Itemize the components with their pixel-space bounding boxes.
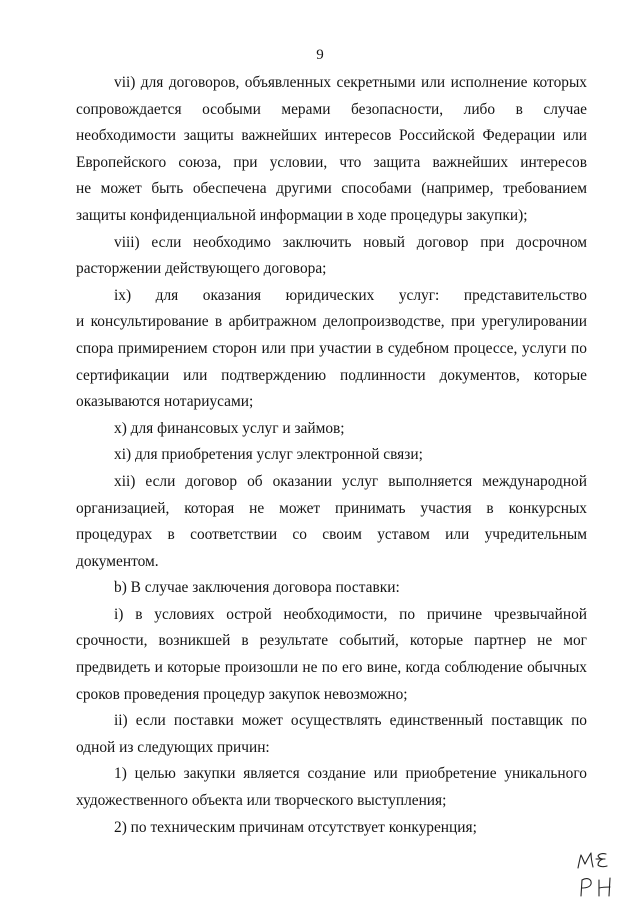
text-line: процедурах в соответствии со своим уставом или учредительным <box>76 526 587 544</box>
document-body <box>76 70 587 841</box>
text-line: ii) если поставки может осуществлять единственный поставщик по <box>114 712 587 730</box>
paragraph <box>76 70 587 230</box>
text-line: b) В случае заключения договора поставки: <box>114 579 400 597</box>
text-line: спора примирением сторон или при участии в судебном процессе, услуги по <box>76 339 587 357</box>
text-line: 2) по техническим причинам отсутствует конкуренция; <box>114 818 477 836</box>
initials-signature-icon <box>572 848 626 900</box>
text-line: сроков проведения процедур закупок невозможно; <box>76 685 408 703</box>
text-line: необходимости защиты важнейших интересов Российской Федерации или <box>76 127 587 145</box>
paragraph <box>76 283 587 416</box>
paragraph <box>76 602 587 708</box>
paragraph <box>76 575 587 602</box>
text-line: x) для финансовых услуг и займов; <box>114 419 345 437</box>
text-line: документом. <box>76 552 159 570</box>
paragraph <box>76 230 587 283</box>
text-line: одной из следующих причин: <box>76 738 270 756</box>
paragraph <box>76 416 587 443</box>
paragraph <box>76 815 587 842</box>
text-line: срочности, возникшей в результате событий, которые партнер не мог <box>76 632 587 650</box>
paragraph <box>76 469 587 575</box>
text-line: i) в условиях острой необходимости, по причине чрезвычайной <box>114 605 587 623</box>
text-line: художественного объекта или творческого выступления; <box>76 792 447 810</box>
text-line: оказываются нотариусами; <box>76 393 254 411</box>
text-line: vii) для договоров, объявленных секретными или исполнение которых <box>114 74 587 91</box>
text-line: Европейского союза, при условии, что защита важнейших интересов <box>76 153 587 171</box>
text-line: сопровождается особыми мерами безопасности, либо в случае <box>76 100 587 118</box>
text-line: не может быть обеспечена другими способами (например, требованием <box>76 180 587 198</box>
paragraph <box>76 708 587 761</box>
text-line: ix) для оказания юридических услуг: представительство <box>114 286 587 304</box>
text-line: viii) если необходимо заключить новый договор при досрочном <box>114 233 587 251</box>
text-line: 1) целью закупки является создание или приобретение уникального <box>114 765 587 783</box>
page-number: 9 <box>316 47 324 63</box>
text-line: предвидеть и которые произошли не по его вине, когда соблюдение обычных <box>76 659 587 677</box>
text-line: xi) для приобретения услуг электронной связи; <box>114 446 423 464</box>
text-line: организацией, которая не может принимать участия в конкурсных <box>76 499 587 517</box>
text-line: защиты конфиденциальной информации в ходе процедуры закупки); <box>76 206 528 224</box>
text-line: и консультирование в арбитражном делопроизводстве, при урегулировании <box>76 313 587 331</box>
handwritten-initials <box>572 848 626 900</box>
paragraph <box>76 761 587 814</box>
paragraph <box>76 442 587 469</box>
text-line: сертификации или подтверждению подлинности документов, которые <box>76 366 587 384</box>
text-line: xii) если договор об оказании услуг выполняется международной <box>114 472 587 490</box>
text-line: расторжении действующего договора; <box>76 260 327 278</box>
